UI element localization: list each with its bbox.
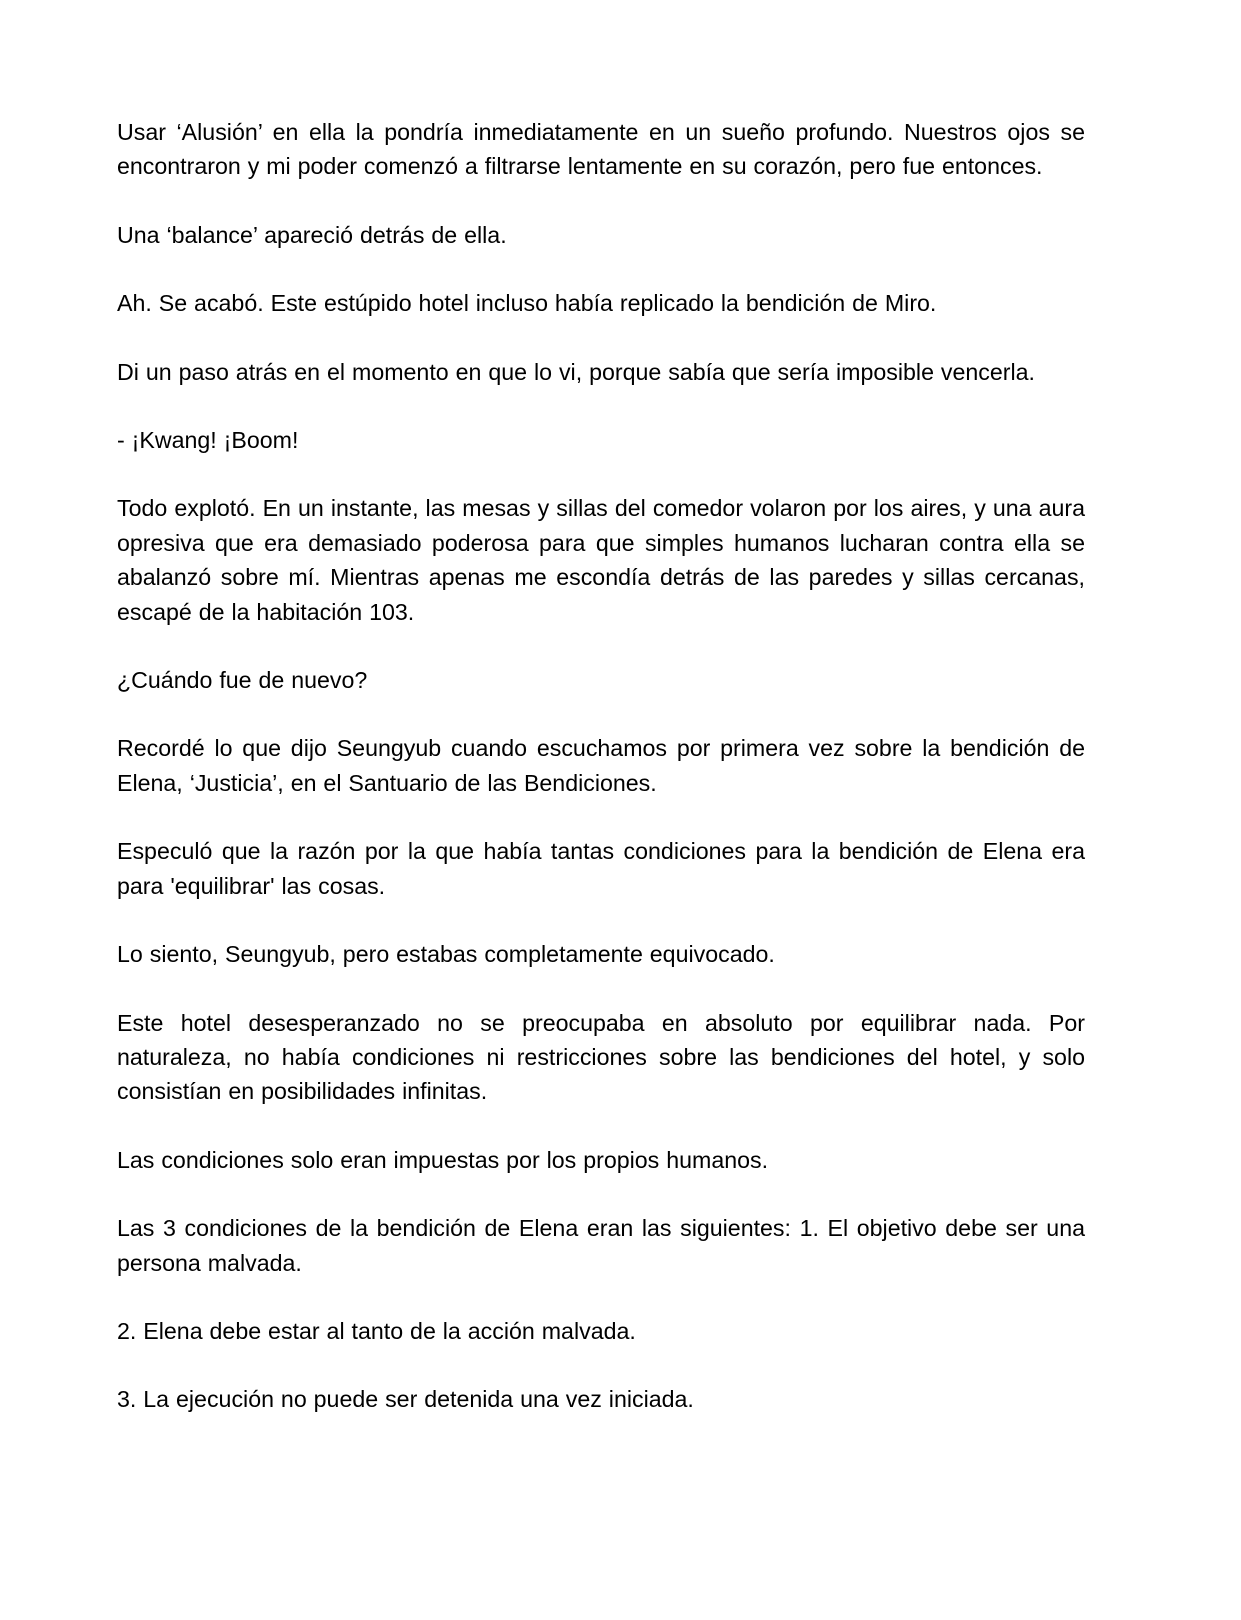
paragraph: Di un paso atrás en el momento en que lo vi, porque sabía que sería imposible vencerla. xyxy=(117,358,1035,385)
paragraph: Usar ‘Alusión’ en ella la pondría inmediatamente en un sueño profundo. Nuestros ojos se encontraron y mi poder comenzó a filtrarse lentamente en su corazón, pero fue entonces. xyxy=(117,119,1085,180)
paragraph: Todo explotó. En un instante, las mesas y sillas del comedor volaron por los aires, y una aura opresiva que era demasiado poderosa para que simples humanos lucharan contra ella se abalanzó sobre mí. Mientras apenas me escondía detrás de las paredes y sillas cercanas, escapé de la habitación 103. xyxy=(117,495,1085,625)
paragraph: Este hotel desesperanzado no se preocupaba en absoluto por equilibrar nada. Por naturaleza, no había condiciones ni restricciones sobre las bendiciones del hotel, y solo consistían en posibilidades infinitas. xyxy=(117,1009,1085,1105)
paragraph: 3. La ejecución no puede ser detenida una vez iniciada. xyxy=(117,1386,694,1413)
paragraph: Especuló que la razón por la que había tantas condiciones para la bendición de Elena era para 'equilibrar' las cosas. xyxy=(117,838,1085,899)
paragraph: Las condiciones solo eran impuestas por los propios humanos. xyxy=(117,1146,769,1173)
document-body xyxy=(117,115,1085,1417)
paragraph: Ah. Se acabó. Este estúpido hotel incluso había replicado la bendición de Miro. xyxy=(117,290,937,317)
paragraph: ¿Cuándo fue de nuevo? xyxy=(117,667,368,694)
paragraph: Una ‘balance’ apareció detrás de ella. xyxy=(117,221,507,248)
paragraph: 2. Elena debe estar al tanto de la acción malvada. xyxy=(117,1317,636,1344)
paragraph: Recordé lo que dijo Seungyub cuando escuchamos por primera vez sobre la bendición de Elena, ‘Justicia’, en el Santuario de las Bendiciones. xyxy=(117,735,1085,796)
paragraph: - ¡Kwang! ¡Boom! xyxy=(117,427,299,454)
paragraph: Lo siento, Seungyub, pero estabas completamente equivocado. xyxy=(117,941,775,968)
paragraph: Las 3 condiciones de la bendición de Elena eran las siguientes: 1. El objetivo debe ser una persona malvada. xyxy=(117,1215,1085,1276)
